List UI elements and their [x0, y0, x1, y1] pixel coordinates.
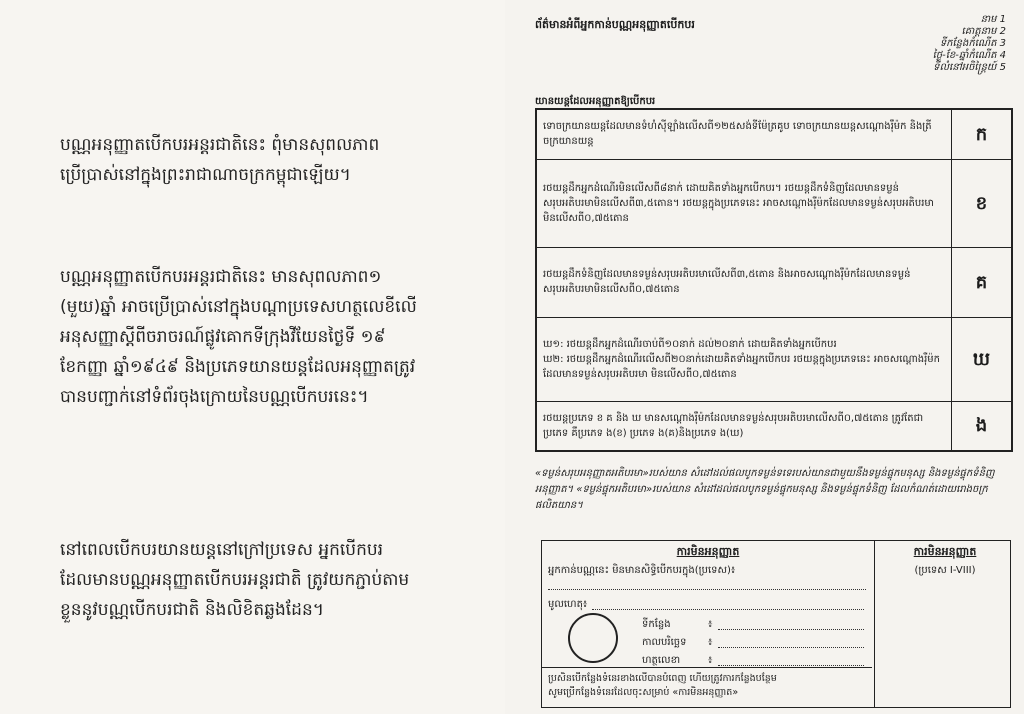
country-fill-line	[548, 589, 866, 590]
right-page	[505, 0, 1024, 714]
category-row	[536, 159, 1012, 247]
paragraph-carry-documents: នៅពេលបើកបរយានយន្តនៅក្រៅប្រទេស អ្នកបើកបរ ដែលមានបណ្ណអនុញ្ញាតបើកបរអន្តរជាតិ ត្រូវយកភ្ជាប់តាម ខ្លួននូវបណ្ណបើកបរជាតិ និងលិខិតឆ្លងដែន។	[60, 540, 410, 620]
paragraph-validity-one-year: បណ្ណអនុញ្ញាតបើកបរអន្តរជាតិនេះ មានសុពលភាព១ (មួយ)ឆ្នាំ អាចប្រើប្រាស់នៅក្នុងបណ្តាប្រទេសហត្ថលេខីលើ អនុសញ្ញាស្តីពីចរាចរណ៍ផ្លូវគោកទីក្រុងវីយែនថ្ងៃទី ១៩ ខែកញ្ញា ឆ្នាំ១៩៤៩ និងប្រភេទយានយន្តដែលអនុញ្ញាតត្រូវ បានបញ្ជាក់នៅទំព័រចុងក្រោយនៃបណ្ណបើកបរនេះ។	[60, 267, 417, 407]
field-label: ថ្ងៃ-ខែ-ឆ្នាំកំណើត 4	[932, 50, 1006, 61]
field-label: នាម 1	[980, 14, 1006, 25]
paragraph-validity-cambodia: បណ្ណអនុញ្ញាតបើកបរអន្តរជាតិនេះ ពុំមានសុពលភាព ប្រើប្រាស់នៅក្នុងព្រះរាជាណាចក្រកម្ពុជាឡើយ។	[60, 135, 380, 185]
categories-title: យានយន្តដែលអនុញ្ញាតឱ្យបើកបរ	[535, 96, 656, 107]
official-stamp-circle	[568, 613, 618, 663]
category-row	[536, 401, 1012, 451]
field-label: ទីកន្លែងកំណើត 3	[939, 38, 1006, 49]
holder-country-line: អ្នកកាន់បណ្ណនេះ មិនមានសិទ្ធិបើកបរក្នុង(ប្រទេស)៖	[548, 565, 736, 576]
weight-definition-note: «ទម្ងន់សរុបអនុញ្ញាតអតិបរមា»របស់យាន សំដៅដល់ផលបូកទម្ងន់ទទេរបស់យានជាមួយនឹងទម្ងន់ផ្ទុកមនុស្ស និងទម្ងន់ផ្ទុកទំនិញអនុញ្ញាត។ «ទម្ងន់ផ្ទុកអតិបរមា»របស់យាន សំដៅដល់ផលបូកទម្ងន់ផ្ទុកមនុស្ស និងទម្ងន់ផ្ទុកទំនិញ ដែលកំណត់ដោយរោងចក្រផលិតយាន។	[535, 468, 995, 511]
category-description: រថយន្តដឹកទំនិញដែលមានទម្ងន់សរុបអតិបរមាលើសពី៣,៥តោន និងអាចសណ្តោងរ៉ឺម៉កដែលមានទម្ងន់សរុបអតិបរមាមិនលើសពី០,៧៥តោន	[536, 247, 951, 317]
reason-fill-line	[592, 609, 864, 610]
category-description: រថយន្តប្រភេទ ខ គ និង ឃ មានសណ្តោងរ៉ឺម៉កដែលមានទម្ងន់សរុបអតិបរមាលើសពី០,៧៥តោន ត្រូវតែជាប្រភេទ គឺប្រភេទ ង(ខ) ប្រភេទ ង(គ)និងប្រភេទ ង(ឃ)	[536, 401, 951, 451]
forfeiture-countries-title: ការមិនអនុញ្ញាត	[913, 545, 977, 558]
additional-space-note: ប្រសិនបើកន្លែងទំនេរខាងលើបានបំពេញ ហើយត្រូវការកន្លែងបន្ថែម សូមប្រើកន្លែងទំនេរដែលចុះសម្រាប់ «ការមិនអនុញ្ញាត»	[542, 667, 872, 707]
colon: ៖	[708, 619, 713, 630]
holder-info-title: ព័ត៌មានអំពីអ្នកកាន់បណ្ណអនុញ្ញាតបើកបរ	[535, 18, 695, 31]
category-row	[536, 109, 1012, 159]
left-page	[0, 0, 505, 714]
category-letter: ខ	[951, 159, 1012, 247]
signature-fill-line	[718, 665, 864, 666]
forfeiture-title: ការមិនអនុញ្ញាត	[676, 545, 740, 558]
date-fill-line	[718, 647, 864, 648]
signature-label: ហត្ថលេខា	[642, 655, 681, 666]
category-row	[536, 247, 1012, 317]
category-description: ឃ១: រថយន្តដឹកអ្នកដំណើរចាប់ពី១០នាក់ ដល់២០នាក់ ដោយគិតទាំងអ្នកបើកបរ ឃ២: រថយន្តដឹកអ្នកដំណើរលើសពី២០នាក់ដោយគិតទាំងអ្នកបើកបរ រថយន្តក្នុងប្រភេទនេះ អាចសណ្តោងរ៉ឺម៉កដែលមានទម្ងន់សរុបអតិបរមា មិនលើសពី០,៧៥តោន	[536, 317, 951, 401]
category-row	[536, 317, 1012, 401]
category-description: រថយន្តដឹកអ្នកដំណើរមិនលើសពី៨នាក់ ដោយគិតទាំងអ្នកបើកបរ។ រថយន្តដឹកទំនិញដែលមានទម្ងន់សរុបអតិបរមាមិនលើសពី៣,៥តោន។ រថយន្តក្នុងប្រភេទនេះ អាចសណ្តោងរ៉ឺម៉កដែលមានទម្ងន់សរុបអតិបរមាមិនលើសពី០,៧៥តោន	[536, 159, 951, 247]
field-label: ទីលំនៅអចិន្ត្រៃយ៍ 5	[933, 62, 1006, 73]
category-letter: ង	[951, 401, 1012, 451]
vehicle-categories-table	[535, 108, 1013, 452]
place-label: ទីកន្លែង	[642, 619, 671, 630]
holder-field-list	[933, 14, 1006, 74]
reason-label: មូលហេតុ៖	[548, 599, 588, 610]
date-label: កាលបរិច្ឆេទ	[642, 637, 687, 648]
field-label: គោត្តនាម 2	[961, 26, 1006, 37]
colon: ៖	[708, 637, 713, 648]
category-letter: ឃ	[951, 317, 1012, 401]
category-letter: គ	[951, 247, 1012, 317]
forfeiture-countries-range: (ប្រទេស I-VIII)	[914, 565, 976, 576]
forfeiture-box	[541, 540, 1011, 708]
colon: ៖	[708, 655, 713, 666]
category-description: ទោចក្រយានយន្តដែលមានទំហំស៊ីឡាំងលើសពី១២៥សង់ទីម៉ែត្រគូប ទោចក្រយានយន្តសណ្តោងរ៉ឺម៉ក និងត្រីចក្រយានយន្ត	[536, 109, 951, 159]
category-letter: ក	[951, 109, 1012, 159]
forfeiture-left-panel	[542, 541, 875, 707]
place-fill-line	[718, 629, 864, 630]
